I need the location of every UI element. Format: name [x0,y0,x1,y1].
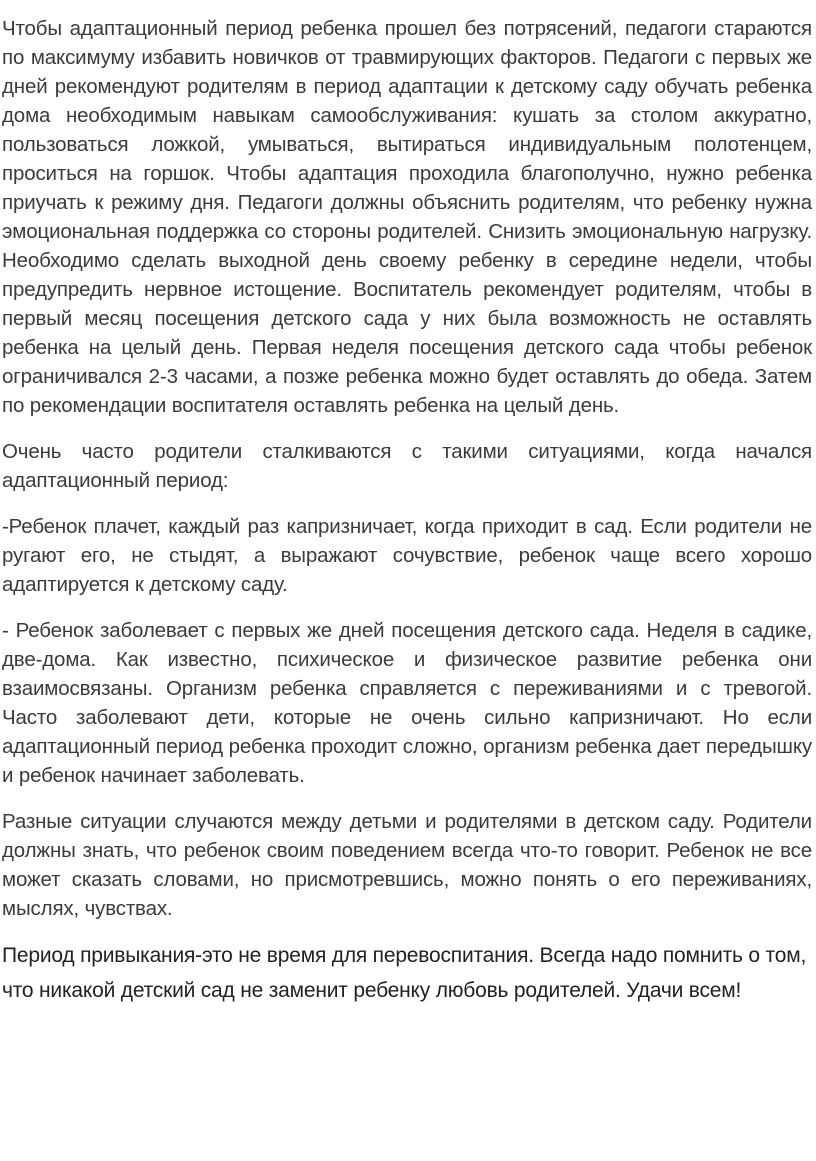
paragraph-situations: Очень часто родители сталкиваются с такими ситуациями, когда начался адаптационный период: [2,440,812,492]
paragraph-illness: - Ребенок заболевает с первых же дней посещения детского сада. Неделя в садике, две-дома. Как известно, психическое и физическое развитие ребенка они взаимосвязаны. Организм ребенка справляется с переживаниями и с тревогой. Часто заболевают дети, которые не очень сильно капризничают. Но если адаптационный период ребенка проходит сложно, организм ребенка дает передышку и ребенок начинает заболевать. [2,619,812,787]
paragraph-crying: -Ребенок плачет, каждый раз капризничает, когда приходит в сад. Если родители не ругают его, не стыдят, а выражают сочувствие, ребенок чаще всего хорошо адаптируется к детскому саду. [2,515,812,596]
paragraph-intro: Чтобы адаптационный период ребенка прошел без потрясений, педагоги стараются по максимуму избавить новичков от травмирующих факторов. Педагоги с первых же дней рекомендуют родителям в период адаптации к детскому саду обучать ребенка дома необходимым навыкам самообслуживания: кушать за столом аккуратно, пользоваться ложкой, умываться, вытираться индивидуальным полотенцем, проситься на горшок. Чтобы адаптация проходила благополучно, нужно ребенка приучать к режиму дня. Педагоги должны объяснить родителям, что ребенку нужна эмоциональная поддержка со стороны родителей. Снизить эмоциональную нагрузку. Необходимо сделать выходной день своему ребенку в середине недели, чтобы предупредить нервное истощение. Воспитатель рекомендует родителям, чтобы в первый месяц посещения детского сада у них была возможность не оставлять ребенка на целый день. Первая неделя посещения детского сада чтобы ребенок ограничивался 2-3 часами, а позже ребенка можно будет оставлять до обеда. Затем по рекомендации воспитателя оставлять ребенка на целый день. [2,17,812,417]
paragraph-closing: Период привыкания-это не время для перевоспитания. Всегда надо помнить о том, что никакой детский сад не заменит ребенку любовь родителей. Удачи всем! [2,944,807,1002]
paragraph-behavior: Разные ситуации случаются между детьми и родителями в детском саду. Родители должны знать, что ребенок своим поведением всегда что-то говорит. Ребенок не все может сказать словами, но присмотревшись, можно понять о его переживаниях, мыслях, чувствах. [2,810,812,920]
